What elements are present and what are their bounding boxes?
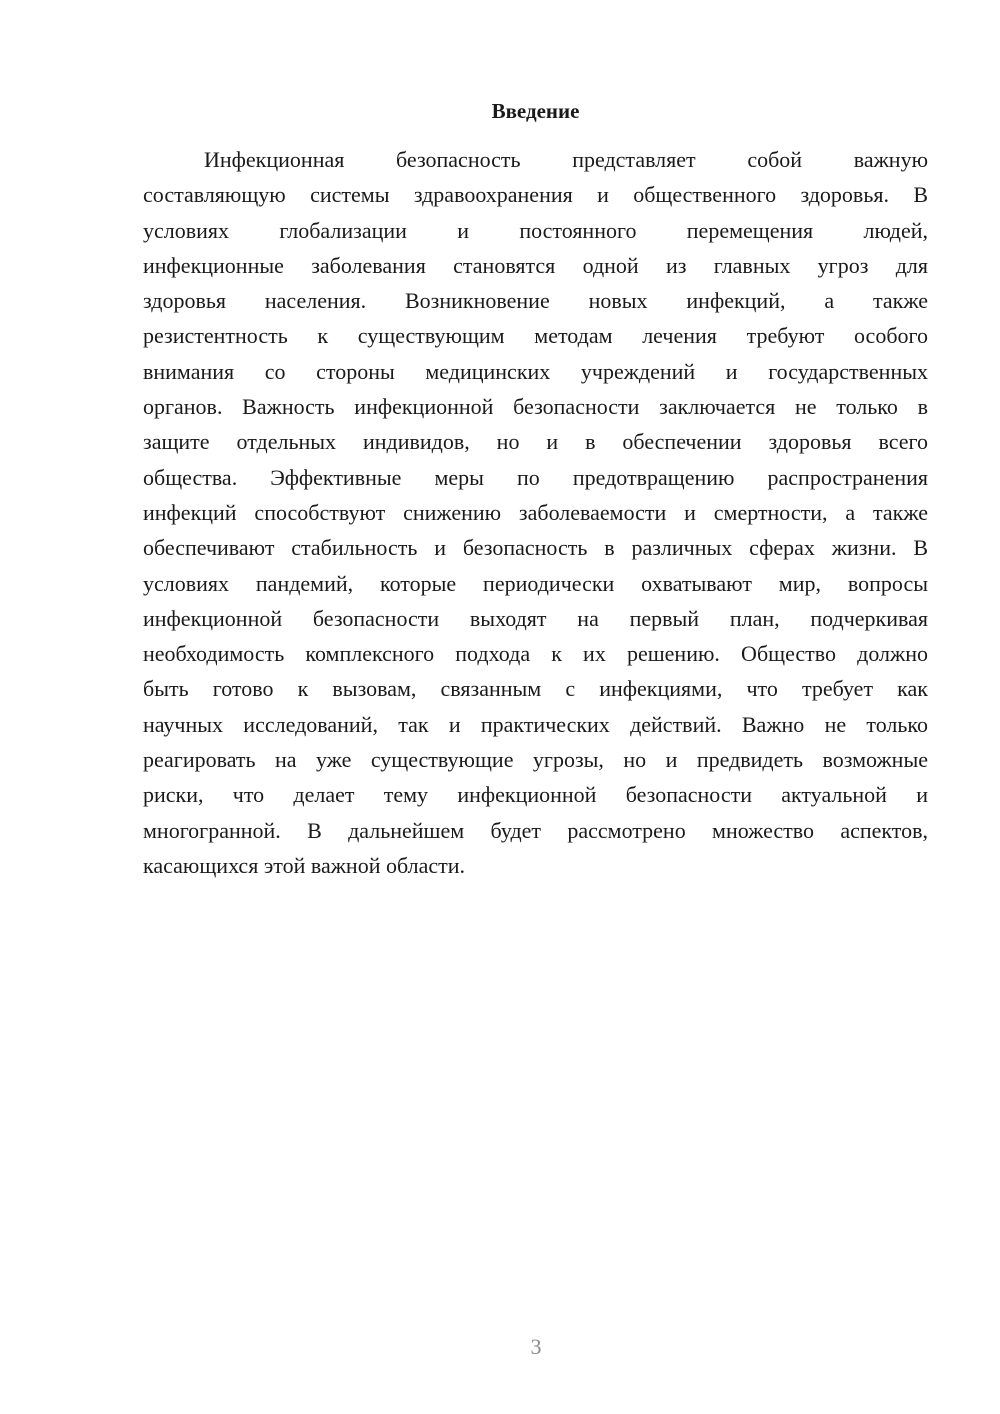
paragraph-line: инфекций способствуют снижению заболеваемости и смертности, а также — [143, 499, 928, 525]
paragraph-line: многогранной. В дальнейшем будет рассмотрено множество аспектов, — [143, 817, 928, 843]
paragraph-line: составляющую системы здравоохранения и общественного здоровья. В — [143, 182, 928, 208]
paragraph-line: внимания со стороны медицинских учреждений и государственных — [143, 358, 928, 384]
paragraph-line: Инфекционная безопасность представляет собой важную — [204, 147, 928, 172]
paragraph-line: общества. Эффективные меры по предотвращению распространения — [143, 464, 928, 490]
paragraph-line: резистентность к существующим методам лечения требуют особого — [143, 323, 928, 349]
paragraph-line: реагировать на уже существующие угрозы, но и предвидеть возможные — [143, 747, 928, 773]
paragraph-line: быть готово к вызовам, связанным с инфекциями, что требует как — [143, 676, 928, 702]
paragraph-line: научных исследований, так и практических действий. Важно не только — [143, 711, 928, 737]
paragraph-line: инфекционные заболевания становятся одной из главных угроз для — [143, 252, 928, 278]
paragraph-line: условиях пандемий, которые периодически охватывают мир, вопросы — [143, 570, 928, 596]
paragraph-line: защите отдельных индивидов, но и в обеспечении здоровья всего — [143, 429, 928, 455]
paragraph-line: органов. Важность инфекционной безопасности заключается не только в — [143, 394, 928, 420]
paragraph-line: касающихся этой важной области. — [143, 852, 466, 878]
paragraph-line: здоровья населения. Возникновение новых инфекций, а также — [143, 288, 928, 314]
paragraph-line: риски, что делает тему инфекционной безопасности актуальной и — [143, 782, 928, 808]
introduction-paragraph — [143, 142, 928, 883]
section-heading: Введение — [491, 99, 580, 123]
paragraph-line: обеспечивают стабильность и безопасность в различных сферах жизни. В — [143, 535, 928, 561]
page-number: 3 — [530, 1334, 542, 1359]
paragraph-line: необходимость комплексного подхода к их решению. Общество должно — [143, 641, 928, 667]
paragraph-line: условиях глобализации и постоянного перемещения людей, — [143, 217, 928, 243]
paragraph-line: инфекционной безопасности выходят на первый план, подчеркивая — [143, 605, 928, 631]
